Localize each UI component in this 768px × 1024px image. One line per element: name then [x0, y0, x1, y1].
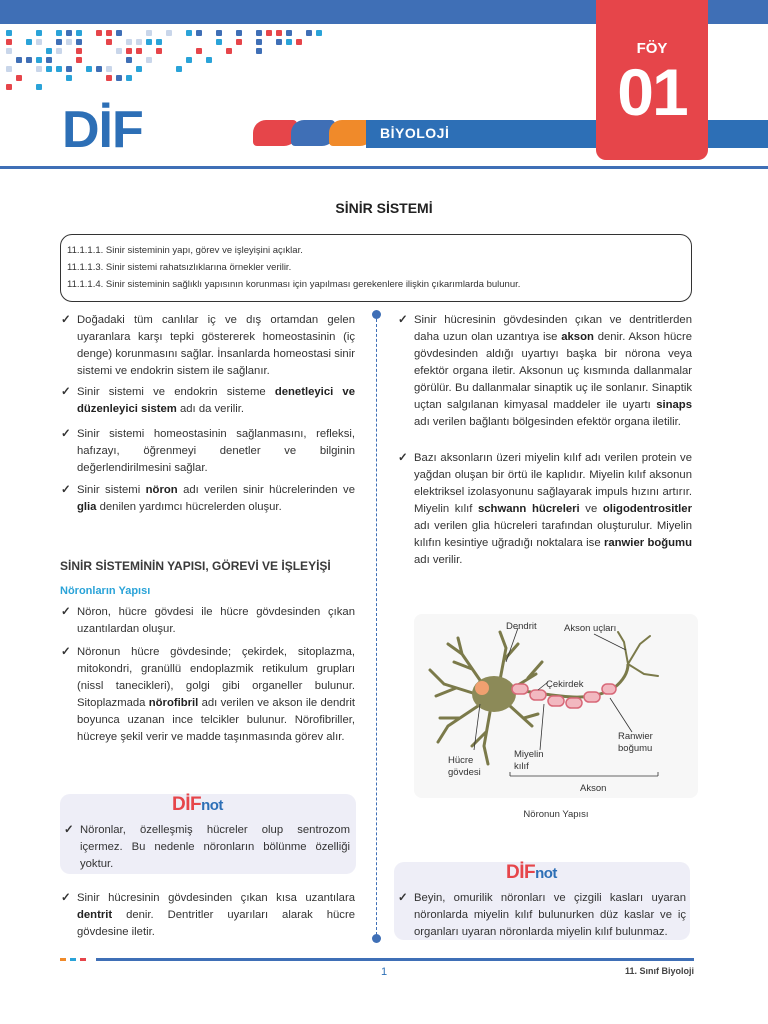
pixel-square [256, 39, 262, 45]
check-icon: ✓ [61, 606, 71, 618]
pixel-square [56, 30, 62, 36]
subject-color-pills [253, 120, 373, 148]
pixel-square [16, 57, 22, 63]
pixel-square [126, 48, 132, 54]
footer-rule [96, 958, 694, 961]
pixel-square [66, 39, 72, 45]
label-cekirdek: Çekirdek [546, 679, 584, 690]
pixel-square [136, 48, 142, 54]
pixel-square [26, 39, 32, 45]
pixel-square [66, 75, 72, 81]
pixel-square [186, 57, 192, 63]
pixel-pattern [0, 24, 360, 104]
label-akson-uclari: Akson uçları [564, 623, 617, 634]
pixel-square [316, 30, 322, 36]
bullet-item: ✓ Sinir hücresinin gövdesinden çıkan kısa uzantılara dentrit denir. Dentritler uyarıları alarak hücre gövdesine iletir. [61, 892, 355, 938]
figure-caption: Nöronun Yapısı [523, 809, 589, 820]
check-icon: ✓ [398, 452, 408, 464]
bullet-text: Sinir sistemi homeostasinin sağlanmasını, refleksi, hafızayı, öğrenmeyi denetler ve bilginin değerlendirilmesini sağlar. [77, 428, 355, 474]
pixel-square [166, 30, 172, 36]
bullet-item [64, 822, 350, 873]
check-icon: ✓ [61, 386, 71, 398]
pixel-square [296, 39, 302, 45]
label-bogumu: boğumu [618, 743, 653, 754]
bullet-item: ✓ Sinir sistemi ve endokrin sisteme denetleyici ve düzenleyici sistem adı da verilir. [61, 386, 355, 415]
pixel-square [106, 66, 112, 72]
bullet-item: ✓ Sinir sistemi nöron adı verilen sinir hücrelerinden ve glia denilen yardımcı hücrelerden oluşur. [61, 484, 355, 513]
pixel-square [206, 57, 212, 63]
pixel-square [226, 48, 232, 54]
pixel-square [126, 75, 132, 81]
pixel-square [76, 39, 82, 45]
neuron-figure [414, 614, 698, 798]
pixel-square [6, 30, 12, 36]
pixel-square [146, 57, 152, 63]
pixel-square [36, 57, 42, 63]
pixel-square [276, 30, 282, 36]
dif-note-logo: DİFnot [172, 794, 223, 815]
pixel-square [126, 57, 132, 63]
sub-heading: Nöronların Yapısı [60, 585, 151, 597]
pixel-square [106, 75, 112, 81]
pixel-square [306, 30, 312, 36]
pixel-square [266, 30, 272, 36]
pixel-square [16, 75, 22, 81]
bullet-item [398, 890, 686, 941]
label-akson: Akson [580, 783, 607, 794]
pixel-square [186, 30, 192, 36]
divider-dot-top [372, 310, 381, 319]
worksheet-badge [596, 0, 708, 160]
pixel-square [236, 30, 242, 36]
pixel-square [196, 30, 202, 36]
pixel-square [46, 48, 52, 54]
pixel-square [6, 39, 12, 45]
page-title: SİNİR SİSTEMİ [335, 200, 433, 216]
label-kilif: kılıf [514, 761, 529, 772]
pixel-square [76, 48, 82, 54]
pixel-square [6, 66, 12, 72]
pixel-square [136, 66, 142, 72]
bullet-text: Nöron, hücre gövdesi ile hücre gövdesinden çıkan uzantılardan oluşur. [77, 606, 355, 635]
pixel-square [116, 75, 122, 81]
pixel-square [46, 66, 52, 72]
pixel-square [36, 84, 42, 90]
bullet-item [61, 312, 355, 380]
dif-note-box [60, 794, 356, 874]
pixel-square [146, 30, 152, 36]
pixel-square [256, 48, 262, 54]
pixel-square [46, 57, 52, 63]
label-govdesi: gövdesi [448, 767, 481, 778]
label-hucre: Hücre [448, 755, 474, 766]
check-icon: ✓ [61, 484, 71, 496]
bullet-item [61, 604, 355, 638]
label-ranwier: Ranwier [618, 731, 653, 742]
dif-note-box [394, 862, 690, 940]
grade-label: 11. Sınıf Biyoloji [624, 966, 694, 976]
foy-label: FÖY [636, 40, 668, 57]
pixel-square [146, 39, 152, 45]
label-miyelin: Miyelin [514, 749, 544, 760]
note-text: Beyin, omurilik nöronları ve çizgili kasları uyaran nöronlarda miyelin kılıf bulunurken düz kaslar ve iç organları uyaran nöronlarda miyelin kılıf bulunmaz. [414, 892, 686, 938]
pixel-square [36, 66, 42, 72]
pixel-square [286, 30, 292, 36]
subject-label: BİYOLOJİ [380, 125, 450, 141]
pixel-square [256, 30, 262, 36]
objectives-box [60, 234, 692, 302]
pixel-square [286, 39, 292, 45]
check-icon: ✓ [61, 314, 71, 326]
objective-item: 11.1.1.3. Sinir sistemi rahatsızlıklarına örnekler verilir. [67, 262, 292, 273]
nucleus [475, 681, 489, 695]
pixel-square [276, 39, 282, 45]
divider-dot-bottom [372, 934, 381, 943]
objective-item: 11.1.1.4. Sinir sisteminin sağlıklı yapısının korunması için yapılması gerekenlere ilişkin çıkarımlarda bulunur. [67, 279, 521, 290]
header-rule [0, 166, 768, 169]
pixel-square [96, 66, 102, 72]
pixel-square [76, 30, 82, 36]
foy-number: 01 [617, 55, 687, 129]
page-number: 1 [380, 966, 388, 978]
bullet-item: ✓ Bazı aksonların üzeri miyelin kılıf adı verilen protein ve yağdan oluşan bir örtü ile kaplıdır. Miyelin kılıf aksonun elektriksel izolasyonunu sağlayarak impuls hızını artırır. Miyelin kılıf schwann hücreleri ve oligodentrositler adı verilen glia hücreleri tarafından oluşturulur. Miyelin kılıfın kesintiye uğradığı noktalara ise ranwier boğumu adı verilir. [398, 452, 692, 566]
check-icon: ✓ [398, 892, 408, 904]
pixel-square [6, 48, 12, 54]
pixel-square [86, 66, 92, 72]
bullet-item: ✓ Sinir hücresinin gövdesinden çıkan ve dentritlerden daha uzun olan uzantıya ise akson denir. Akson hücre gövdesinden aldığı uyartıyı başka bir nörona veya efektör organa iletir. Aksonun uç kısmında dallanmalar görülür. Bu dallanmalar sinaptik uç ile sonlanır. Sinaptik uçtan salgılanan kimyasal maddeler ile uyartı sinaps adı verilen bağlantı bölgesinden efektör organa iletilir. [398, 314, 692, 428]
objective-item: 11.1.1.1. Sinir sisteminin yapı, görev ve işleyişini açıklar. [67, 245, 303, 256]
pixel-square [156, 48, 162, 54]
pixel-square [196, 48, 202, 54]
pixel-square [36, 30, 42, 36]
pixel-square [36, 39, 42, 45]
bullet-item [61, 426, 355, 477]
check-icon: ✓ [61, 646, 71, 658]
pixel-square [216, 30, 222, 36]
column-divider [376, 314, 377, 940]
bullet-item: ✓ Nöronun hücre gövdesinde; çekirdek, sitoplazma, mitokondri, granüllü endoplazmik retikulum grupları (nissl tanecikleri), golgi gibi organeller bulunur. Sitoplazmada nörofibril adı verilen ve akson ile dendrit boyunca uzanan ince telcikler bulunur. Nörofibriller, hücreye şekil verir ve madde taşınmasında görev alır. [61, 646, 355, 743]
pixel-square [6, 84, 12, 90]
label-dendrit: Dendrit [506, 621, 537, 632]
pixel-square [236, 39, 242, 45]
pixel-square [56, 66, 62, 72]
check-icon: ✓ [64, 824, 74, 836]
bullet-text: Doğadaki tüm canlılar iç ve dış ortamdan gelen uyaranlara karşı tepki göstererek homeostasinin (iç denge) korunmasını sağlar. İnsanlarda homeostasi sinir sistemi ve endokrin sistem ile sağlanır. [77, 314, 355, 377]
pixel-square [106, 39, 112, 45]
check-icon: ✓ [61, 892, 71, 904]
check-icon: ✓ [398, 314, 408, 326]
pixel-square [136, 39, 142, 45]
brand-logo [62, 101, 143, 159]
pixel-square [116, 30, 122, 36]
pixel-square [96, 30, 102, 36]
pixel-square [126, 39, 132, 45]
pixel-square [66, 30, 72, 36]
note-text: Nöronlar, özelleşmiş hücreler olup sentrozom içermez. Bu nedenle nöronların bölünme özelliği yoktur. [80, 824, 350, 870]
pixel-square [26, 57, 32, 63]
footer-dashes [60, 958, 100, 961]
brand-logo-text: DİF [62, 101, 143, 159]
pixel-square [66, 66, 72, 72]
pixel-square [76, 57, 82, 63]
section-heading: SİNİR SİSTEMİNİN YAPISI, GÖREVİ VE İŞLEYİŞİ [60, 559, 331, 573]
pixel-square [56, 48, 62, 54]
dif-note-logo: DİFnot [506, 862, 557, 883]
pixel-square [106, 30, 112, 36]
pixel-square [116, 48, 122, 54]
check-icon: ✓ [61, 428, 71, 440]
pixel-square [56, 39, 62, 45]
pixel-square [156, 39, 162, 45]
pixel-square [216, 39, 222, 45]
pixel-square [176, 66, 182, 72]
